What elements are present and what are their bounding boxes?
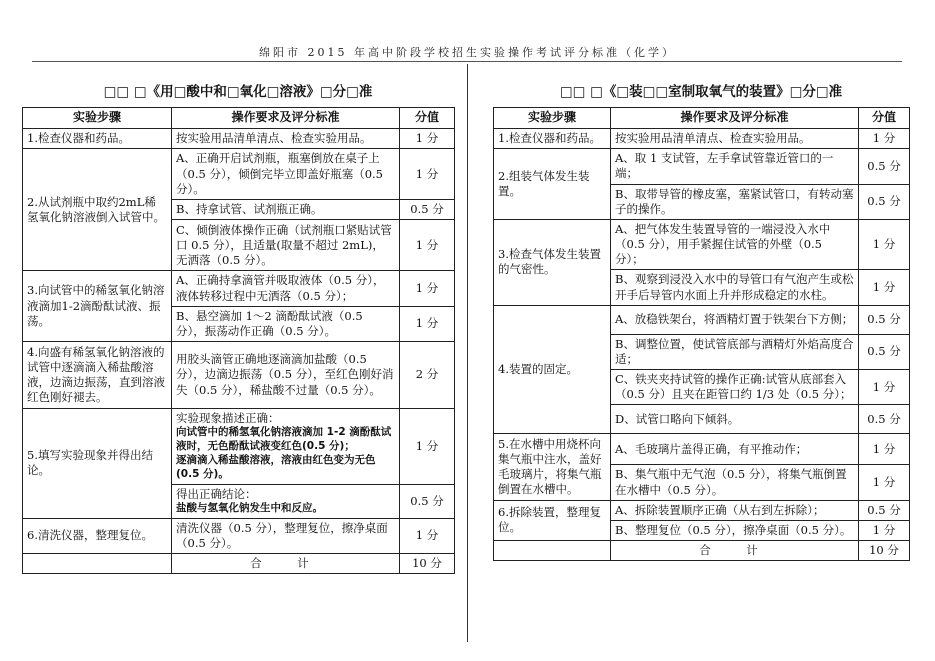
table-row bbox=[23, 342, 455, 409]
points-cell: 2 分 bbox=[400, 342, 455, 409]
table-header-row bbox=[23, 108, 455, 129]
center-divider bbox=[467, 64, 468, 642]
total-points: 10 分 bbox=[400, 554, 455, 574]
requirement-cell: A、把气体发生装置导管的一端浸没入水中（0.5 分），用手紧握住试管的外壁（0.5 分）； bbox=[611, 219, 859, 270]
requirement-cell: 清洗仪器（0.5 分），整理复位，擦净桌面（0.5 分）。 bbox=[172, 518, 400, 553]
right-scoring-panel bbox=[493, 80, 909, 561]
table-row bbox=[494, 219, 910, 270]
table-row bbox=[494, 149, 910, 184]
left-scoring-table bbox=[22, 107, 455, 574]
requirement-cell: B、集气瓶中无气泡（0.5 分），将集气瓶倒置在水槽中（0.5 分）。 bbox=[611, 465, 859, 500]
requirement-cell: A、正确持拿滴管并吸取液体（0.5 分），液体转移过程中无洒落（0.5 分）； bbox=[172, 271, 400, 306]
requirement-cell: B、持拿试管、试剂瓶正确。 bbox=[172, 200, 400, 220]
requirement-cell: B、整理复位（0.5 分），擦净桌面（0.5 分）。 bbox=[611, 520, 859, 540]
table-row bbox=[23, 271, 455, 306]
points-cell: 0.5 分 bbox=[859, 184, 910, 219]
total-points: 10 分 bbox=[859, 541, 910, 561]
points-cell: 1 分 bbox=[400, 271, 455, 306]
step-cell: 3.检查气体发生装置的气密性。 bbox=[494, 219, 611, 305]
requirement-cell: B、调整位置，使试管底部与酒精灯外焰高度合适； bbox=[611, 334, 859, 369]
requirement-cell bbox=[172, 484, 400, 518]
points-cell: 1 分 bbox=[400, 129, 455, 149]
points-cell: 1 分 bbox=[859, 465, 910, 500]
empty-cell bbox=[23, 554, 172, 574]
step-cell: 2.组装气体发生装置。 bbox=[494, 149, 611, 220]
table-row bbox=[494, 434, 910, 465]
right-scoring-table bbox=[493, 107, 910, 561]
requirement-cell: 按实验用品清单清点、检查实验用品。 bbox=[611, 129, 859, 149]
page-header: 绵阳市 2015 年高中阶段学校招生实验操作考试评分标准（化学） bbox=[259, 46, 676, 59]
requirement-cell: B、取带导管的橡皮塞，塞紧试管口，有转动塞子的操作。 bbox=[611, 184, 859, 219]
requirement-cell: 按实验用品清单清点、检查实验用品。 bbox=[172, 129, 400, 149]
table-row bbox=[23, 129, 455, 149]
requirement-cell: C、倾倒液体操作正确（试剂瓶口紧贴试管口 0.5 分），且适量(取量不超过 2mL)，无洒落（0.5 分）。 bbox=[172, 220, 400, 271]
requirement-cell: 用胶头滴管正确地逐滴滴加盐酸（0.5 分），边滴边振荡（0.5 分），至红色刚好消失（0.5 分），稀盐酸不过量（0.5 分）。 bbox=[172, 342, 400, 409]
points-cell: 0.5 分 bbox=[859, 405, 910, 434]
step-cell: 4.装置的固定。 bbox=[494, 305, 611, 434]
points-cell: 1 分 bbox=[859, 434, 910, 465]
requirement-cell: A、取 1 支试管，左手拿试管靠近管口的一端； bbox=[611, 149, 859, 184]
header-points: 分值 bbox=[859, 108, 910, 129]
table-row bbox=[23, 518, 455, 553]
step-cell: 6.拆除装置，整理复位。 bbox=[494, 500, 611, 540]
header-step: 实验步骤 bbox=[23, 108, 172, 129]
header-requirements: 操作要求及评分标准 bbox=[611, 108, 859, 129]
table-row bbox=[23, 149, 455, 200]
points-cell: 1 分 bbox=[400, 306, 455, 341]
points-cell: 0.5 分 bbox=[859, 149, 910, 184]
table-row bbox=[23, 409, 455, 485]
observation-line: 逐滴滴入稀盐酸溶液，溶液由红色变为无色(0.5 分)。 bbox=[176, 453, 376, 480]
points-cell: 1 分 bbox=[400, 409, 455, 485]
table-row bbox=[494, 500, 910, 520]
table-row bbox=[494, 305, 910, 334]
step-cell: 5.填写实验现象并得出结论。 bbox=[23, 409, 172, 519]
points-cell: 1 分 bbox=[859, 520, 910, 540]
requirement-cell: B、悬空滴加 1～2 滴酚酞试液（0.5 分），振荡动作正确（0.5 分）。 bbox=[172, 306, 400, 341]
header-step: 实验步骤 bbox=[494, 108, 611, 129]
right-panel-title: □□ □《□装□□室制取氧气的装置》□分□准 bbox=[559, 84, 843, 100]
total-label: 合 计 bbox=[172, 554, 400, 574]
table-header-row bbox=[494, 108, 910, 129]
points-cell: 1 分 bbox=[859, 219, 910, 270]
left-scoring-panel bbox=[22, 80, 454, 574]
conclusion-line: 盐酸与氢氧化钠发生中和反应。 bbox=[176, 501, 323, 514]
step-cell: 3.向试管中的稀氢氧化钠溶液滴加1-2滴酚酞试液、振荡。 bbox=[23, 271, 172, 342]
points-cell: 1 分 bbox=[400, 220, 455, 271]
step-cell: 1.检查仪器和药品。 bbox=[494, 129, 611, 149]
header-requirements: 操作要求及评分标准 bbox=[172, 108, 400, 129]
requirement-cell bbox=[172, 409, 400, 485]
left-panel-title: □□ □《用□酸中和□氧化□溶液》□分□准 bbox=[103, 84, 373, 100]
step-cell: 1.检查仪器和药品。 bbox=[23, 129, 172, 149]
requirement-cell: A、毛玻璃片盖得正确，有平推动作； bbox=[611, 434, 859, 465]
table-row bbox=[494, 129, 910, 149]
total-row bbox=[494, 541, 910, 561]
points-cell: 0.5 分 bbox=[859, 305, 910, 334]
points-cell: 1 分 bbox=[400, 518, 455, 553]
empty-cell bbox=[494, 541, 611, 561]
step-cell: 6.清洗仪器，整理复位。 bbox=[23, 518, 172, 553]
requirement-cell: A、正确开启试剂瓶，瓶塞倒放在桌子上（0.5 分），倾倒完毕立即盖好瓶塞（0.5 分）。 bbox=[172, 149, 400, 200]
requirement-cell: A、放稳铁架台，将酒精灯置于铁架台下方侧； bbox=[611, 305, 859, 334]
step-cell: 5.在水槽中用烧杯向集气瓶中注水，盖好毛玻璃片，将集气瓶倒置在水槽中。 bbox=[494, 434, 611, 500]
observation-line: 向试管中的稀氢氧化钠溶液滴加 1-2 滴酚酞试液时，无色酚酞试液变红色(0.5 分)； bbox=[176, 426, 392, 453]
requirement-cell: A、拆除装置顺序正确（从右到左拆除）； bbox=[611, 500, 859, 520]
points-cell: 1 分 bbox=[859, 270, 910, 305]
step-cell: 2.从试剂瓶中取约2mL稀氢氧化钠溶液倒入试管中。 bbox=[23, 149, 172, 271]
header-points: 分值 bbox=[400, 108, 455, 129]
points-cell: 1 分 bbox=[859, 370, 910, 405]
points-cell: 0.5 分 bbox=[859, 334, 910, 369]
header-rule bbox=[32, 61, 902, 62]
conclusion-label: 得出正确结论： bbox=[176, 486, 257, 501]
step-cell: 4.向盛有稀氢氧化钠溶液的试管中逐滴滴入稀盐酸溶液，边滴边振荡，直到溶液红色刚好褪去。 bbox=[23, 342, 172, 409]
requirement-cell: D、试管口略向下倾斜。 bbox=[611, 405, 859, 434]
total-row bbox=[23, 554, 455, 574]
points-cell: 0.5 分 bbox=[400, 200, 455, 220]
points-cell: 0.5 分 bbox=[400, 484, 455, 518]
points-cell: 1 分 bbox=[400, 149, 455, 200]
requirement-cell: B、观察到浸没入水中的导管口有气泡产生或松开手后导管内水面上升并形成稳定的水柱。 bbox=[611, 270, 859, 305]
total-label: 合 计 bbox=[611, 541, 859, 561]
requirement-cell: C、铁夹夹持试管的操作正确:试管从底部套入（0.5 分）且夹在距管口约 1/3 处（0.5 分）； bbox=[611, 370, 859, 405]
observation-label: 实验现象描述正确： bbox=[176, 411, 280, 426]
points-cell: 1 分 bbox=[859, 129, 910, 149]
points-cell: 0.5 分 bbox=[859, 500, 910, 520]
